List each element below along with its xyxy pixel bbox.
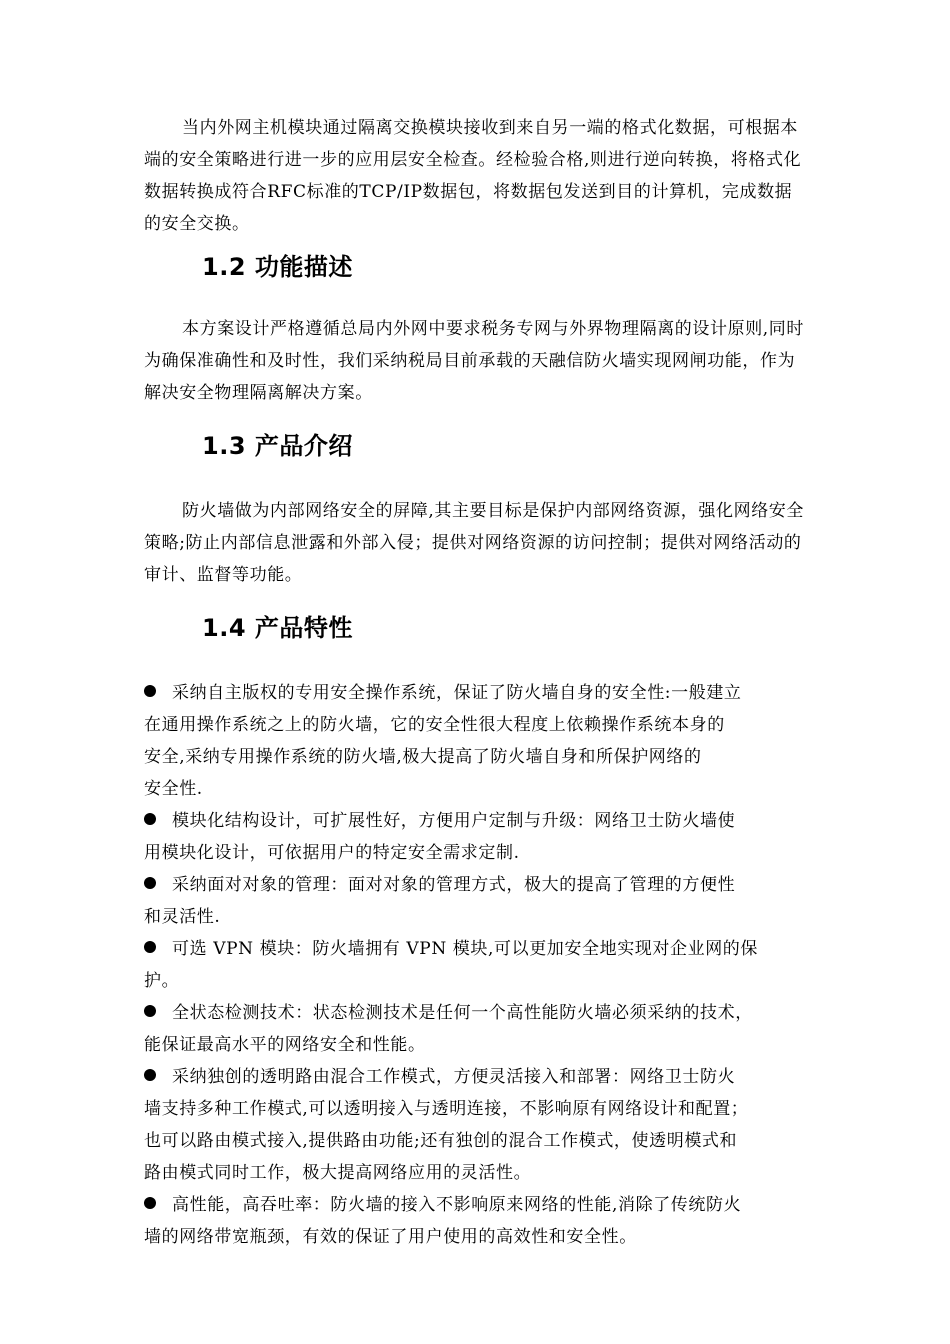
feature-item [144, 933, 804, 997]
section-heading-1-2: 1.2 功能描述 [202, 253, 353, 281]
feature-line: 安全性. [144, 779, 203, 799]
bullet-icon [144, 1005, 156, 1017]
feature-line: 墙的网络带宽瓶颈，有效的保证了用户使用的高效性和安全性。 [144, 1227, 637, 1247]
feature-line [144, 1189, 804, 1221]
bullet-icon [144, 877, 156, 889]
feature-item [144, 869, 804, 933]
feature-line: 护。 [144, 971, 180, 991]
feature-line [144, 869, 804, 901]
bullet-icon [144, 1069, 156, 1081]
section-heading-1-3: 1.3 产品介绍 [202, 432, 353, 460]
bullet-icon [144, 685, 156, 697]
feature-line [144, 997, 804, 1029]
feature-item [144, 677, 804, 805]
feature-line [144, 677, 804, 709]
feature-line [144, 805, 804, 837]
feature-line: 墙支持多种工作模式,可以透明接入与透明连接，不影响原有网络设计和配置； [144, 1099, 749, 1119]
feature-text: 采纳面对对象的管理：面对对象的管理方式，极大的提高了管理的方便性 [172, 875, 736, 895]
feature-line: 安全,采纳专用操作系统的防火墙,极大提高了防火墙自身和所保护网络的 [144, 747, 702, 767]
feature-text: 全状态检测技术：状态检测技术是任何一个高性能防火墙必须采纳的技术， [172, 1003, 753, 1023]
feature-text: 高性能，高吞吐率：防火墙的接入不影响原来网络的性能,消除了传统防火 [172, 1195, 742, 1215]
feature-text: 可选 VPN 模块：防火墙拥有 VPN 模块,可以更加安全地实现对企业网的保 [172, 939, 758, 959]
feature-line: 在通用操作系统之上的防火墙，它的安全性很大程度上依赖操作系统本身的 [144, 715, 725, 735]
feature-text: 采纳独创的透明路由混合工作模式，方便灵活接入和部署：网络卫士防火 [172, 1067, 736, 1087]
paragraph-product-intro: 防火墙做为内部网络安全的屏障,其主要目标是保护内部网络资源，强化网络安全策略;防止内部信息泄露和外部入侵；提供对网络资源的访问控制；提供对网络活动的审计、监督等功能。 [144, 501, 805, 585]
feature-text: 模块化结构设计，可扩展性好，方便用户定制与升级：网络卫士防火墙使 [172, 811, 736, 831]
feature-line: 能保证最高水平的网络安全和性能。 [144, 1035, 426, 1055]
feature-line [144, 1061, 804, 1093]
feature-item [144, 805, 804, 869]
feature-list [144, 677, 804, 1253]
feature-item [144, 997, 804, 1061]
feature-item [144, 1189, 804, 1253]
bullet-icon [144, 1197, 156, 1209]
section-heading-1-4: 1.4 产品特性 [202, 614, 353, 642]
bullet-icon [144, 813, 156, 825]
feature-line: 路由模式同时工作，极大提高网络应用的灵活性。 [144, 1163, 532, 1183]
feature-line: 也可以路由模式接入,提供路由功能;还有独创的混合工作模式，使透明模式和 [144, 1131, 738, 1151]
bullet-icon [144, 941, 156, 953]
paragraph-function-description: 本方案设计严格遵循总局内外网中要求税务专网与外界物理隔离的设计原则,同时为确保准确性和及时性，我们采纳税局目前承载的天融信防火墙实现网闸功能，作为解决安全物理隔离解决方案。 [144, 319, 805, 403]
feature-item [144, 1061, 804, 1189]
feature-text: 采纳自主版权的专用安全操作系统，保证了防火墙自身的安全性:一般建立 [172, 683, 742, 703]
paragraph-intro: 当内外网主机模块通过隔离交换模块接收到来自另一端的格式化数据，可根据本端的安全策略进行进一步的应用层安全检查。经检验合格,则进行逆向转换，将格式化数据转换成符合RFC标准的TCP/IP数据包，将数据包发送到目的计算机，完成数据的安全交换。 [144, 118, 802, 234]
feature-line: 和灵活性. [144, 907, 221, 927]
feature-line: 用模块化设计，可依据用户的特定安全需求定制. [144, 843, 520, 863]
feature-line [144, 933, 804, 965]
